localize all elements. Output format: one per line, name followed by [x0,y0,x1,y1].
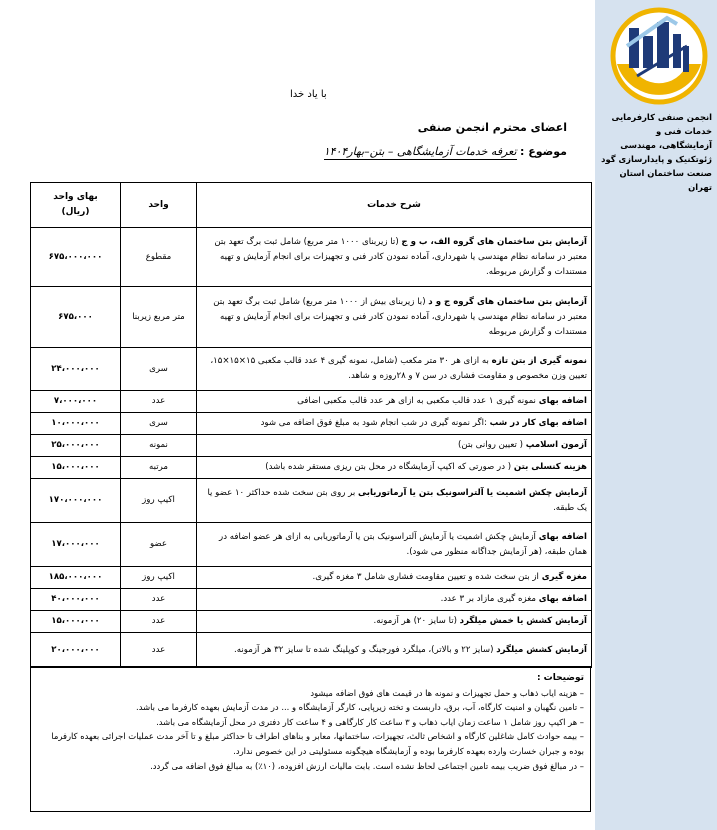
addressee-line: اعضای محترم انجمن صنفی [417,121,567,134]
table-row [31,287,592,348]
note-item: – بیمه حوادث کامل شاغلین کارگاه و اشخاص ثالث، تجهیزات، ساختمانها، معابر و بناهای اطراف تا حداکثر مبلغ و تا آخر مدت عملیات اجرائی بعهده کارفرما بوده و جبران خسارت وارده بعهده کارفرما بوده و آزمایشگاه هیچگونه مسئولیتی در این خصوص ندارد. [51,731,584,756]
table-row [31,523,592,567]
service-title: آزمون اسلامپ [525,440,587,450]
service-price: ۲۰،۰۰۰،۰۰۰ [31,633,121,668]
service-unit: سری [121,348,197,391]
service-price: ۲۵،۰۰۰،۰۰۰ [31,435,121,457]
service-price: ۱۰،۰۰۰،۰۰۰ [31,413,121,435]
subject-value: تعرفه خدمات آزمایشگاهی – بتن–بهار۱۴۰۴ [323,145,517,158]
note-item: – هر اکیپ روز شامل ۱ ساعت زمان ایاب ذهاب و ۳ ساعت کار کارگاهی و ۴ ساعت کار دفتری در محل آزمایشگاه می باشد. [156,716,584,727]
service-price: ۱۸۵،۰۰۰،۰۰۰ [31,567,121,589]
service-detail: ( تعیین روانی بتن) [458,440,526,450]
service-title: آزمایش بتن ساختمان های گروه ج و د [428,296,587,307]
service-price: ۶۷۵،۰۰۰،۰۰۰ [31,228,121,287]
table-row [31,567,592,589]
service-price: ۴۰،۰۰۰،۰۰۰ [31,589,121,611]
service-unit: عدد [121,633,197,668]
service-price: ۱۵،۰۰۰،۰۰۰ [31,457,121,479]
service-price: ۶۷۵،۰۰۰ [31,287,121,348]
service-title: اضافه بهای [538,396,587,406]
table-row [31,457,592,479]
notes-box [30,666,591,812]
table-row [31,228,592,287]
service-unit: اکیپ روز [121,567,197,589]
table-row [31,479,592,523]
service-description [197,567,592,589]
table-row [31,413,592,435]
table-header-row [31,183,592,228]
service-detail: به ازای هر ۳۰ متر مکعب (شامل، نمونه گیری ۴ عدد قالب مکعبی ۱۵×۱۵×۱۵، تعیین وزن مخصوص و مقاومت فشاری در سن ۷ و ۲۸روزه و شاهد. [210,356,587,381]
table-row [31,611,592,633]
service-unit: نمونه [121,435,197,457]
note-item: – هزینه ایاب ذهاب و حمل تجهیزات و نمونه ها در قیمت های فوق اضافه میشود [310,687,584,698]
notes-list [37,686,584,774]
service-detail: نمونه گیری ۱ عدد قالب مکعبی به ازای هر عدد قالب مکعبی اضافی [297,396,539,406]
service-detail: :اگر نمونه گیری در شب انجام شود به مبلغ فوق اضافه می شود [260,418,490,428]
header-description: شرح خدمات [197,183,592,228]
service-title: مغزه گیری [541,572,587,582]
subject-label: موضوع : [520,145,567,158]
service-title: اضافه بهای کار در شب [489,418,587,428]
building-construction-logo [607,6,711,106]
service-description [197,287,592,348]
table-row [31,391,592,413]
service-title: آزمایش بتن ساختمان های گروه الف، ب و ج [401,236,587,247]
service-description [197,611,592,633]
service-price: ۱۵،۰۰۰،۰۰۰ [31,611,121,633]
service-unit: مقطوع [121,228,197,287]
service-price: ۱۷۰،۰۰۰،۰۰۰ [31,479,121,523]
header-unit: واحد [121,183,197,228]
service-description [197,479,592,523]
service-description [197,523,592,567]
service-detail: (سایز ۲۲ و بالاتر)، میلگرد فورجینگ و کوپلینگ شده تا سایز ۳۲ هر آزمونه. [234,644,497,655]
services-table [30,182,592,668]
note-item: – تامین نگهبان و امنیت کارگاه، آب، برق، داربست و تخته زیرپایی، کارگر آزمایشگاه و ... در مدت آزمایش بعهده کارفرما می باشد. [136,702,584,713]
service-description [197,348,592,391]
service-detail: ( در صورتی که اکیپ آزمایشگاه در محل بتن ریزی مستقر شده باشد) [265,462,514,472]
service-detail: (تا سایز ۲۰) هر آزمونه. [373,616,460,626]
service-detail: مغزه گیری مازاد بر ۳ عدد. [440,594,539,604]
service-description [197,228,592,287]
table-row [31,589,592,611]
table-row [31,633,592,668]
service-unit: مرتبه [121,457,197,479]
service-title: اضافه بهای [538,531,587,542]
service-detail: آزمایش چکش اشمیت یا آزمایش آلتراسونیک بتن یا آرماتوریابی به ازای هر عضو اضافه در همان طبقه، (هر آزمایش جداگانه منظور می شود). [219,531,587,557]
service-unit: عدد [121,611,197,633]
service-description [197,633,592,668]
service-detail: (با زیربنای بیش از ۱۰۰۰ متر مربع) شامل ثبت برگ تعهد بتن معتبر در سامانه نظام مهندسی یا شهرداری، آماده نمودن کادر فنی و تجهیزات برای انجام آزمایش و تهیه مستندات و گزارش مربوطه [213,296,587,337]
service-detail: (تا زیربنای ۱۰۰۰ متر مربع) شامل ثبت برگ تعهد بتن معتبر در سامانه نظام مهندسی یا شهرداری، آماده نمودن کادر فنی و تجهیزات برای انجام آزمایش و تهیه مستندات و گزارش مربوطه. [214,236,587,277]
service-title: آزمایش کشش یا خمش میلگرد [459,616,587,626]
organization-name: انجمن صنفی کارفرمایی خدمات فنی و آزمایشگاهی، مهندسی ژئوتکنیک و پایدارسازی گود صنعت ساختمان استان تهران [601,112,712,192]
subject-line [324,145,567,158]
bismillah-heading: با یاد خدا [290,89,327,100]
table-row [31,435,592,457]
service-price: ۷،۰۰۰،۰۰۰ [31,391,121,413]
service-detail: بر روی بتن سخت شده حداکثر ۱۰ عضو یا یک طبقه. [207,487,587,513]
table-row [31,348,592,391]
service-title: نمونه گیری از بتن تازه [491,356,587,366]
service-unit: اکیپ روز [121,479,197,523]
service-price: ۲۴،۰۰۰،۰۰۰ [31,348,121,391]
service-unit: عدد [121,391,197,413]
service-unit: عدد [121,589,197,611]
service-price: ۱۷،۰۰۰،۰۰۰ [31,523,121,567]
service-unit: متر مربع زیربنا [121,287,197,348]
service-description [197,435,592,457]
service-title: هزینه کنسلی بتن [513,462,587,472]
service-description [197,391,592,413]
service-unit: سری [121,413,197,435]
service-description [197,413,592,435]
service-unit: عضو [121,523,197,567]
service-title: اضافه بهای [538,594,587,604]
header-price: بهای واحد (ریال) [31,183,121,228]
service-description [197,589,592,611]
service-detail: از بتن سخت شده و تعیین مقاومت فشاری شامل ۳ مغزه گیری. [312,572,542,582]
service-title: آزمایش کشش میلگرد [496,644,587,655]
service-title: آزمایش چکش اشمیت یا آلتراسونیک بتن یا آرماتوریابی [358,487,587,498]
note-item: – در مبالغ فوق ضریب بیمه تامین اجتماعی لحاظ نشده است. بابت مالیات ارزش افزوده، (۱۰٪) به مبالغ فوق اضافه می گردد. [150,760,584,771]
notes-title: توضیحات : [536,673,584,683]
service-description [197,457,592,479]
